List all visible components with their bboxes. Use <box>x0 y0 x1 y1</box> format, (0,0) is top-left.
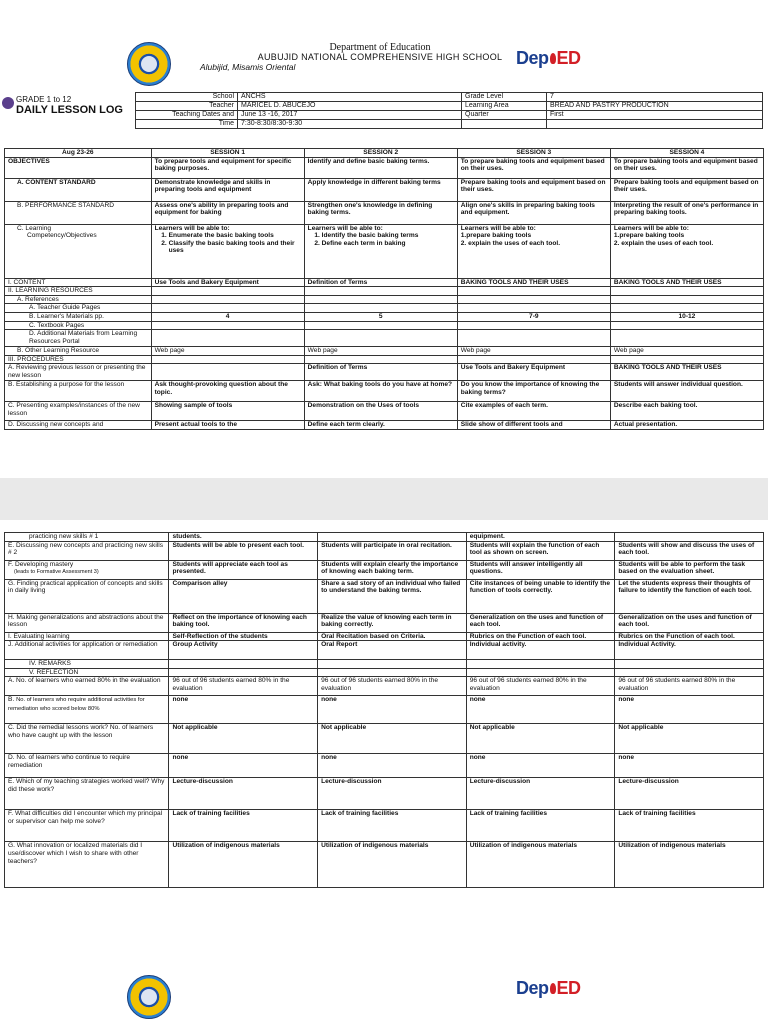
table-row: G. Finding practical application of concepts and skills in daily living Comparison alley Share a sad story of an individual who failed to understand the baking terms. Cite instances of being unable to identify the function of tools correctly. Let the students express their thoughts of failure to identify the function of each tool. <box>5 579 764 613</box>
table-row: A. References <box>5 295 764 304</box>
document-page-2 <box>0 520 768 1024</box>
table-row: C. Did the remedial lessons work? No. of learners who have caught up with the lesson Not applicable Not applicable Not applicable Not applicable <box>5 724 764 754</box>
teacher-value: MARICEL D. ABUCEJO <box>238 102 462 111</box>
table-row: A. CONTENT STANDARD Demonstrate knowledge and skills in preparing tools and equipment Apply knowledge in different baking terms Prepare baking tools and equipment based on their uses. Prepare baking tools and equipment based on their uses. <box>5 178 764 201</box>
table-row: B. No. of learners who require additional activities for remediation who scored below 80% none none none none <box>5 696 764 724</box>
dll-title <box>16 95 134 116</box>
table-row: F. Developing mastery (leads to Formative Assessment 3) Students will appreciate each tool as presented. Students will explain clearly the importance of knowing each baking term. Students will answer intelligently all questions. Students will be able to perform the task based on the evaluation sheet. <box>5 560 764 579</box>
date-range: Aug 23-26 <box>5 149 152 158</box>
table-row: I. Evaluating learning Self-Reflection of the students Oral Recitation based on Criteria. Rubrics on the Function of each tool. Rubrics on the Function of each tool. <box>5 632 764 641</box>
school-label: School <box>136 93 238 102</box>
table-row: B. PERFORMANCE STANDARD Assess one's ability in preparing tools and equipment for baking Strengthen one's knowledge in defining baking terms. Align one's skills in preparing baking tools and equipment. Interpreting the result of one's performance in preparing baking tools. <box>5 201 764 224</box>
grade-value: 7 <box>547 93 763 102</box>
table-row: practicing new skills # 1 students. equipment. <box>5 533 764 542</box>
school-name: AUBUJID NATIONAL COMPREHENSIVE HIGH SCHOOL <box>257 52 503 62</box>
deped-logo: Dep ED <box>516 48 581 68</box>
grade-range: GRADE 1 to 12 <box>16 95 72 104</box>
table-row: H. Making generalizations and abstractions about the lesson Reflect on the importance of knowing each baking tool. Realize the value of knowing each term in baking correctly. Generalization on the uses and function of each tool. Generalization on the uses and function of each tool. <box>5 613 764 632</box>
time-label: Time <box>136 120 238 129</box>
school-location: Alubijid, Misamis Oriental <box>200 62 296 72</box>
table-row: E. Discussing new concepts and practicing new skills # 2 Students will be able to present each tool. Students will participate in oral recitation. Students will explain the function of each tool as shown on screen. Students will show and discuss the uses of each tool. <box>5 541 764 560</box>
area-label: Learning Area <box>462 102 547 111</box>
school-value: ANCHS <box>238 93 462 102</box>
table-row: IV. REMARKS <box>5 660 764 669</box>
table-row: A. Teacher Guide Pages <box>5 304 764 313</box>
deped-logo: Dep ED <box>516 978 581 998</box>
deped-small-logo-icon <box>2 97 14 109</box>
document-page-1 <box>0 0 768 478</box>
teacher-label: Teacher <box>136 102 238 111</box>
table-row: C. Textbook Pages <box>5 321 764 330</box>
table-row: D. Additional Materials from Learning Resources Portal <box>5 330 764 347</box>
session-header-row <box>5 149 764 158</box>
session-3-header: SESSION 3 <box>457 149 610 158</box>
lesson-table-part-2 <box>4 532 764 888</box>
table-row: E. Which of my teaching strategies worked well? Why did these work? Lecture-discussion Lecture-discussion Lecture-discussion Lecture-discussion <box>5 778 764 810</box>
table-row: A. No. of learners who earned 80% in the evaluation 96 out of 96 students earned 80% in the evaluation 96 out of 96 students earned 80% in the evaluation 96 out of 96 students earned 80% in the evaluation 96 out of 96 students earned 80% in the evaluation <box>5 677 764 696</box>
quarter-label: Quarter <box>462 111 547 120</box>
area-value: BREAD AND PASTRY PRODUCTION <box>547 102 763 111</box>
table-row: B. Other Learning Resource Web page Web page Web page Web page <box>5 347 764 356</box>
session-4-header: SESSION 4 <box>610 149 763 158</box>
table-row: B. Learner's Materials pp. 4 5 7-9 10-12 <box>5 312 764 321</box>
table-row: D. Discussing new concepts and Present actual tools to the Define each term clearly. Slide show of different tools and Actual presentation. <box>5 421 764 430</box>
quarter-value: First <box>547 111 763 120</box>
time-value: 7:30-8:30/8:30-9:30 <box>238 120 462 129</box>
table-row: G. What innovation or localized materials did I use/discover which I wish to share with other teachers? Utilization of indigenous materials Utilization of indigenous materials Utilization of indigenous materials Utilization of indigenous materials <box>5 842 764 888</box>
table-row: B. Establishing a purpose for the lesson Ask thought-provoking question about the topic. Ask: What baking tools do you have at home? Do you know the importance of knowing the baking terms? Students will answer individual question. <box>5 381 764 402</box>
dates-label: Teaching Dates and <box>136 111 238 120</box>
table-row: J. Additional activities for application or remediation Group Activity Oral Report Individual activity. Individual Activity. <box>5 641 764 660</box>
session-1-header: SESSION 1 <box>151 149 304 158</box>
deped-seal-icon <box>127 975 171 1019</box>
table-row: III. PROCEDURES <box>5 355 764 364</box>
session-2-header: SESSION 2 <box>304 149 457 158</box>
table-row: I. CONTENT Use Tools and Bakery Equipment Definition of Terms BAKING TOOLS AND THEIR USES BAKING TOOLS AND THEIR USES <box>5 278 764 287</box>
table-row: C. Learning Competency/Objectives Learners will be able to: 1. Enumerate the basic baking tools 2. Classify the basic baking tools and their uses Learners will be able to: 1. Identify the basic baking terms 2. Define each term in baking Learners will be able to: 1.prepare baking tools 2. explain the uses of each tool. Learners will be able to: 1.prepare baking tools 2. explain the uses of each tool. <box>5 224 764 278</box>
log-title: DAILY LESSON LOG <box>16 104 123 116</box>
department-name: Department of Education <box>329 42 431 53</box>
table-row: C. Presenting examples/instances of the new lesson Showing sample of tools Demonstration on the Uses of tools Cite examples of each term. Describe each baking tool. <box>5 402 764 421</box>
table-row: F. What difficulties did I encounter which my principal or supervisor can help me solve? Lack of training facilities Lack of training facilities Lack of training facilities Lack of training facilities <box>5 810 764 842</box>
table-row: D. No. of learners who continue to require remediation none none none none <box>5 754 764 778</box>
deped-seal-icon <box>127 42 171 86</box>
table-row: II. LEARNING RESOURCES <box>5 287 764 296</box>
table-row: V. REFLECTION <box>5 668 764 677</box>
table-row: OBJECTIVES To prepare tools and equipment for specific baking purposes. Identify and define basic baking terms. To prepare baking tools and equipment based on their uses. To prepare baking tools and equipment based on their uses. <box>5 157 764 178</box>
info-table <box>135 92 763 129</box>
grade-label: Grade Level <box>462 93 547 102</box>
table-row: A. Reviewing previous lesson or presenting the new lesson Definition of Terms Use Tools and Bakery Equipment BAKING TOOLS AND THEIR USES <box>5 364 764 381</box>
dates-value: June 13 -16, 2017 <box>238 111 462 120</box>
lesson-table-part-1 <box>4 148 764 430</box>
